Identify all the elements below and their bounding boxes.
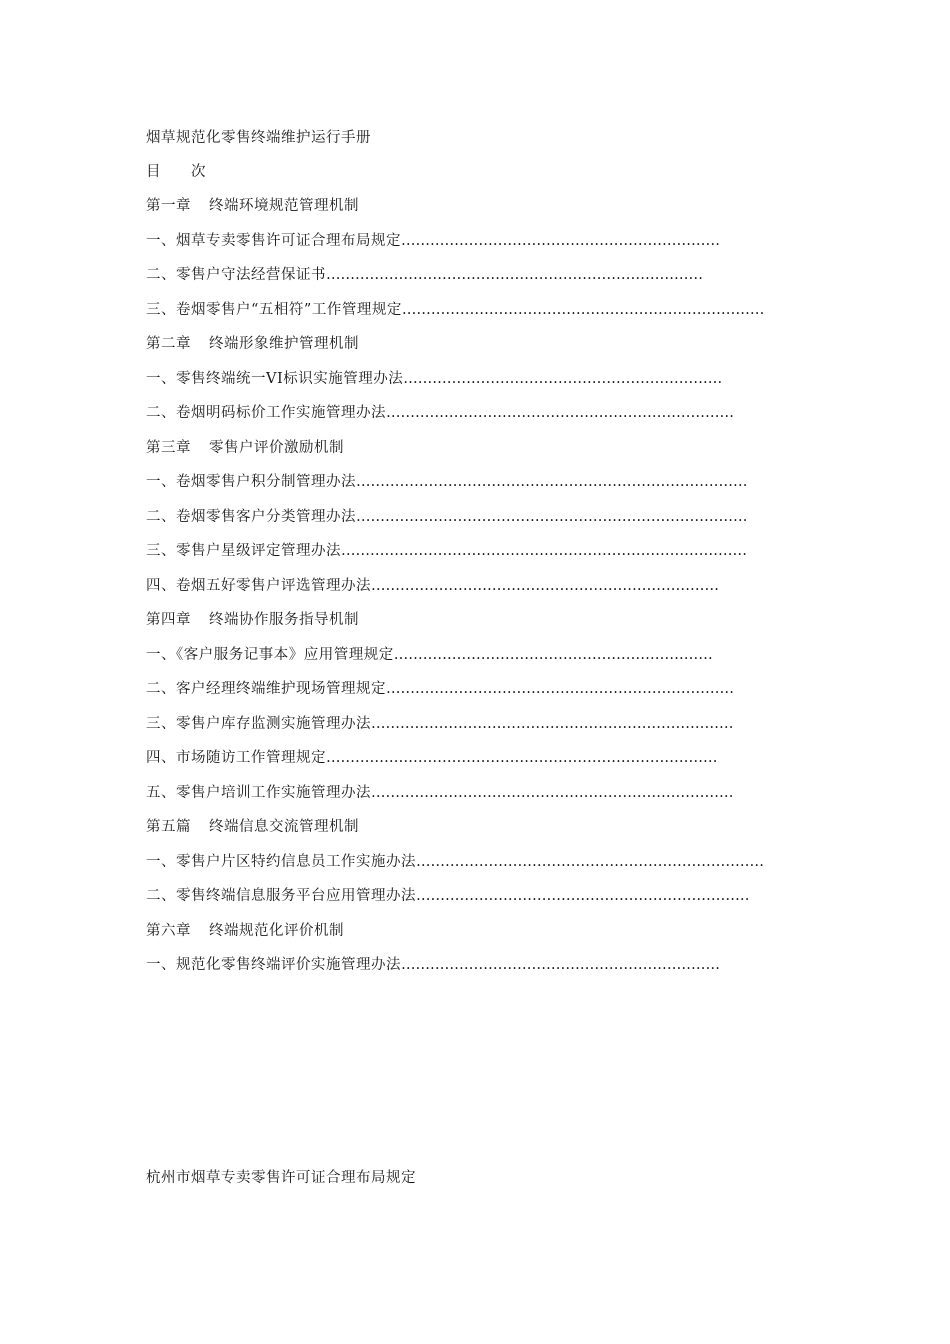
chapter-label: 第二章 (146, 336, 191, 352)
toc-heading-part-1: 目 (146, 164, 161, 180)
toc-entry-title: 二、卷烟零售客户分类管理办法 (146, 509, 356, 525)
toc-entry (146, 679, 734, 699)
toc-entry (146, 852, 764, 872)
toc-leader-dots: ……………………………………………………………… (371, 578, 719, 594)
toc-leader-dots: ………………………………………………………………………… (341, 543, 747, 559)
toc-chapter-heading (146, 610, 359, 630)
toc-entry-title: 二、零售终端信息服务平台应用管理办法 (146, 888, 416, 904)
toc-entry (146, 955, 720, 975)
toc-leader-dots: …………………………………………………………………… (326, 267, 703, 283)
chapter-title: 终端形象维护管理机制 (209, 336, 359, 352)
toc-entry-title: 四、卷烟五好零售户评选管理办法 (146, 578, 371, 594)
toc-leader-dots: …………………………………………………………… (416, 888, 750, 904)
toc-chapter-heading (146, 438, 344, 458)
toc-entry-title: 二、零售户守法经营保证书 (146, 267, 326, 283)
chapter-title: 零售户评价激励机制 (209, 440, 344, 456)
toc-leader-dots: ……………………………………………………………… (386, 681, 734, 697)
toc-entry-title: 四、市场随访工作管理规定 (146, 750, 326, 766)
toc-entry-title: 二、卷烟明码标价工作实施管理办法 (146, 405, 386, 421)
toc-leader-dots: ……………………………………………………………………… (356, 474, 748, 490)
toc-entry (146, 541, 747, 561)
toc-entry-title: 三、零售户库存监测实施管理办法 (146, 716, 371, 732)
toc-entry (146, 714, 734, 734)
toc-heading (146, 162, 206, 182)
toc-entry (146, 265, 703, 285)
toc-chapter-heading (146, 817, 359, 837)
toc-entry-title: 一、零售户片区特约信息员工作实施办法 (146, 854, 416, 870)
toc-entry-title: 一、《客户服务记事本》应用管理规定 (146, 647, 394, 663)
toc-entry-title: 二、客户经理终端维护现场管理规定 (146, 681, 386, 697)
toc-leader-dots: ………………………………………………………………… (371, 716, 734, 732)
toc-entry-title: 一、规范化零售终端评价实施管理办法 (146, 957, 401, 973)
chapter-label: 第四章 (146, 612, 191, 628)
toc-leader-dots: ………………………………………………………………… (371, 785, 734, 801)
document-title: 烟草规范化零售终端维护运行手册 (146, 130, 371, 146)
toc-leader-dots: ……………………………………………………………… (416, 854, 764, 870)
toc-leader-dots: ………………………………………………………… (401, 957, 720, 973)
toc-entry (146, 576, 719, 596)
toc-leader-dots: ………………………………………………………… (401, 233, 720, 249)
toc-entry (146, 748, 718, 768)
toc-chapter-heading (146, 921, 344, 941)
toc-entry (146, 231, 720, 251)
toc-leader-dots: ……………………………………………………………………… (356, 509, 748, 525)
toc-entry-title: 三、零售户星级评定管理办法 (146, 543, 341, 559)
toc-entry (146, 300, 764, 320)
toc-leader-dots: ……………………………………………………………………… (326, 750, 718, 766)
chapter-title: 终端协作服务指导机制 (209, 612, 359, 628)
chapter-title: 终端信息交流管理机制 (209, 819, 359, 835)
toc-leader-dots: ……………………………………………………………… (386, 405, 734, 421)
toc-chapter-heading (146, 334, 359, 354)
toc-entry (146, 472, 748, 492)
toc-entry-title: 五、零售户培训工作实施管理办法 (146, 785, 371, 801)
chapter-label: 第三章 (146, 440, 191, 456)
chapter-label: 第一章 (146, 198, 191, 214)
toc-entry (146, 886, 750, 906)
toc-leader-dots: ………………………………………………………… (403, 371, 723, 387)
toc-entry (146, 403, 734, 423)
toc-entry (146, 369, 722, 389)
toc-entry (146, 645, 713, 665)
chapter-title: 终端规范化评价机制 (209, 923, 344, 939)
toc-entry-title: 一、烟草专卖零售许可证合理布局规定 (146, 233, 401, 249)
section-title: 杭州市烟草专卖零售许可证合理布局规定 (146, 1170, 416, 1186)
chapter-title: 终端环境规范管理机制 (209, 198, 359, 214)
chapter-label: 第六章 (146, 923, 191, 939)
toc-entry (146, 507, 748, 527)
toc-chapter-heading (146, 196, 359, 216)
toc-entry-title: 一、卷烟零售户积分制管理办法 (146, 474, 356, 490)
toc-entry (146, 783, 734, 803)
toc-entry-title: 三、卷烟零售户“五相符”工作管理规定 (146, 302, 402, 318)
chapter-label: 第五篇 (146, 819, 191, 835)
toc-entry-title: 一、零售终端统一VI标识实施管理办法 (146, 371, 404, 387)
toc-leader-dots: ………………………………………………………………… (401, 302, 765, 318)
toc-leader-dots: ………………………………………………………… (393, 647, 713, 663)
toc-heading-part-2: 次 (191, 164, 206, 180)
